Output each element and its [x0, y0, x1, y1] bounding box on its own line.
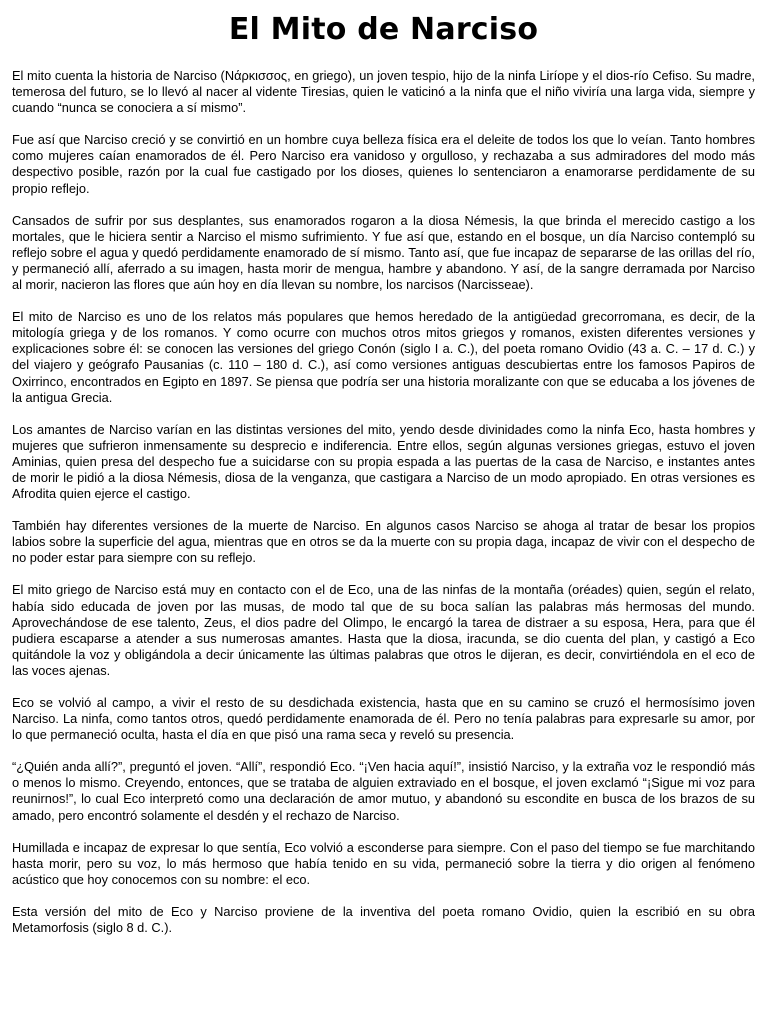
paragraph-3: Cansados de sufrir por sus desplantes, sus enamorados rogaron a la diosa Némesis, la que brinda el merecido castigo a los mortales, que le hiciera sentir a Narciso el mismo sufrimiento. Y fue así que, estando en el bosque, un día Narciso contempló su reflejo sobre el agua y quedó perdidamente enamorado de sí mismo. Tanto así, que fue incapaz de separarse de las orillas del río, y permaneció allí, aferrado a su imagen, hasta morir de mengua, hambre y abandono. Y así, de la sangre derramada por Narciso al morir, nacieron las flores que aún hoy en día llevan su nombre, los narcisos (Narcisseae).: [12, 212, 755, 293]
paragraph-8: Eco se volvió al campo, a vivir el resto de su desdichada existencia, hasta que en su camino se cruzó el hermosísimo joven Narciso. La ninfa, como tantos otros, quedó perdidamente enamorada de él. Pero no tenía palabras para expresarle su amor, por lo que permaneció oculta, hasta el día en que pisó una rama seca y reveló su presencia.: [12, 695, 755, 743]
document-body: [12, 68, 755, 936]
paragraph-11: Esta versión del mito de Eco y Narciso proviene de la inventiva del poeta romano Ovidio, quien la escribió en su obra Metamorfosis (siglo 8 d. C.).: [12, 903, 755, 936]
paragraph-10: Humillada e incapaz de expresar lo que sentía, Eco volvió a esconderse para siempre. Con el paso del tiempo se fue marchitando hasta morir, pero su voz, lo más hermoso que había tenido en su vida, permaneció sobre la tierra y dio origen al fenómeno acústico que hoy conocemos con su nombre: el eco.: [12, 839, 755, 887]
document-title: El Mito de Narciso: [228, 12, 539, 47]
paragraph-9: “¿Quién anda allí?”, preguntó el joven. “Allí”, respondió Eco. “¡Ven hacia aquí!”, insistió Narciso, y la extraña voz le respondió más o menos lo mismo. Creyendo, entonces, que se trataba de alguien extraviado en el bosque, el joven exclamó “¡Sigue mi voz para reunirnos!”, lo cual Eco interpretó como una declaración de amor mutuo, y abandonó su escondite en busca de los brazos de su amado, pero encontró solamente el desdén y el rechazo de Narciso.: [12, 759, 755, 823]
paragraph-6: También hay diferentes versiones de la muerte de Narciso. En algunos casos Narciso se ahoga al tratar de besar los propios labios sobre la superficie del agua, mientras que en otros se da la muerte con su propia daga, incapaz de vivir con el despecho de no poder estar para siempre con su reflejo.: [12, 518, 755, 566]
paragraph-7: El mito griego de Narciso está muy en contacto con el de Eco, una de las ninfas de la montaña (oréades) quien, según el relato, había sido educada de joven por las musas, de modo tal que de su boca salían las palabras más hermosas del mundo. Aprovechándose de ese talento, Zeus, el dios padre del Olimpo, le encargó la tarea de distraer a su esposa, Hera, para que él pudiera escaparse a atender a sus numerosas amantes. Hasta que la diosa, iracunda, se dio cuenta del plan, y castigó a Eco quitándole la voz y obligándola a decir únicamente las últimas palabras que otros le dijeran, es decir, convirtiéndola en el eco de las voces ajenas.: [12, 582, 755, 678]
paragraph-5: Los amantes de Narciso varían en las distintas versiones del mito, yendo desde divinidades como la ninfa Eco, hasta hombres y mujeres que sufrieron inmensamente su desprecio e indiferencia. Entre ellos, según algunas versiones griegas, estuvo el joven Aminias, quien presa del despecho fue a suicidarse con su propia espada a las puertas de la casa de Narciso, e instantes antes de morir le pidió a la diosa Némesis, diosa de la venganza, que castigara a Narciso de un modo apropiado. En otras versiones es Afrodita quien ejerce el castigo.: [12, 421, 755, 502]
paragraph-1: El mito cuenta la historia de Narciso (Νάρκισσος, en griego), un joven tespio, hijo de la ninfa Liríope y el dios-río Cefiso. Su madre, temerosa del futuro, se lo llevó al nacer al vidente Tiresias, quien le vaticinó a la ninfa que el niño viviría una larga vida, siempre y cuando “nunca se conociera a sí mismo”.: [12, 68, 755, 116]
paragraph-2: Fue así que Narciso creció y se convirtió en un hombre cuya belleza física era el deleite de todos los que lo veían. Tanto hombres como mujeres caían enamorados de él. Pero Narciso era vanidoso y orgulloso, y rechazaba a sus admiradores del modo más despectivo posible, razón por la cual fue castigado por los dioses, quienes lo sentenciaron a enamorarse perdidamente de su propio reflejo.: [12, 132, 755, 196]
paragraph-4: El mito de Narciso es uno de los relatos más populares que hemos heredado de la antigüedad grecorromana, es decir, de la mitología griega y de los romanos. Y como ocurre con muchos otros mitos griegos y romanos, existen diferentes versiones y explicaciones sobre él: se conocen las versiones del griego Conón (siglo I a. C.), del poeta romano Ovidio (43 a. C. – 17 d. C.) y del viajero y geógrafo Pausanias (c. 110 – 180 d. C.), así como versiones antiguas descubiertas entre los famosos Papiros de Oxirrinco, encontrados en Egipto en 1897. Se piensa que podría ser una historia moralizante con que se educaba a los jóvenes de la antigua Grecia.: [12, 309, 755, 405]
